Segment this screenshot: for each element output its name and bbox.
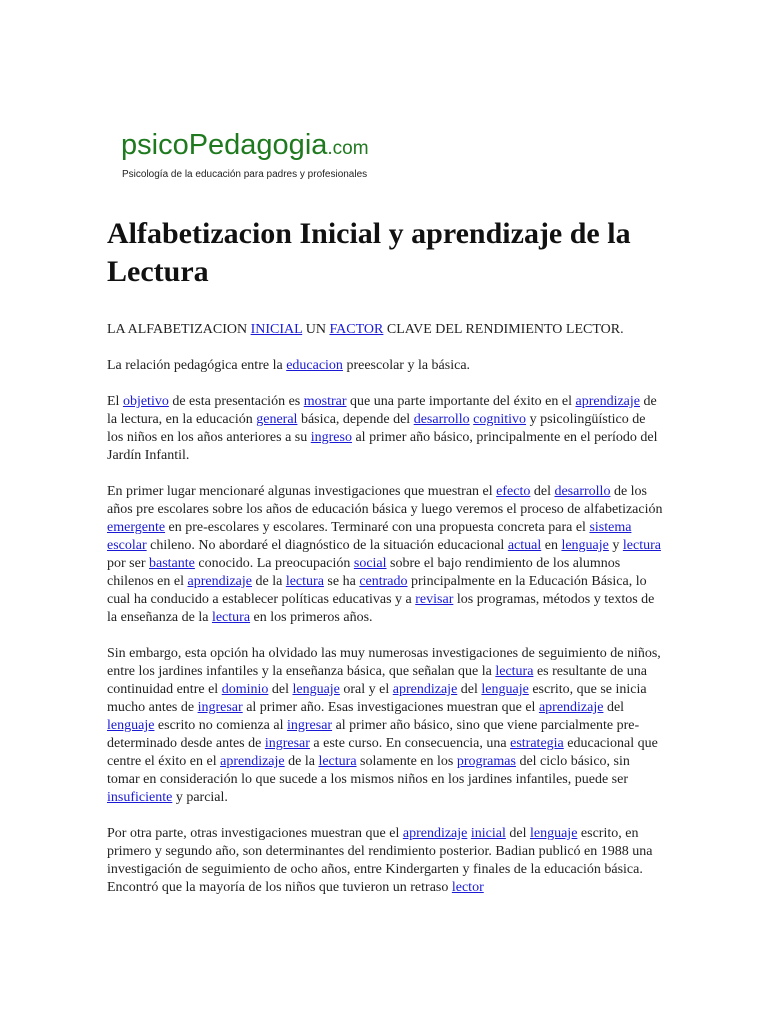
text: CLAVE DEL RENDIMIENTO LECTOR. — [383, 322, 624, 337]
text: al primer año básico, principalmente en el período del Jardín Infantil. — [107, 430, 658, 463]
text: Sin embargo, esta opción ha olvidado las muy numerosas investigaciones de seguimiento de niños, entre los jardines infantiles y la enseñanza básica, que señalan que la — [107, 646, 661, 679]
text: y psicolingüístico de los niños en los años anteriores a su — [107, 412, 646, 445]
keyword-link[interactable]: bastante — [149, 556, 195, 571]
paragraph-2 — [107, 357, 663, 375]
text: sobre el bajo rendimiento de los alumnos chilenos en el — [107, 556, 621, 589]
text: a este curso. En consecuencia, una — [309, 736, 511, 751]
site-header — [121, 128, 369, 180]
keyword-link[interactable]: lectura — [211, 610, 251, 625]
text: escrito, en primero y segundo año, son determinantes del rendimiento posterior. Badian publicó en 1988 una investigación de seguimiento de ocho años, entre Kindergarten y finales de la educación básica. Encontró que la mayoría de los niños que tuvieron un retraso — [107, 826, 653, 895]
keyword-link[interactable]: aprendizaje — [402, 826, 468, 841]
paragraph-4 — [107, 483, 663, 627]
text: conocido. La preocupación — [194, 556, 354, 571]
text: El — [107, 394, 123, 409]
text: En primer lugar mencionaré algunas investigaciones que muestran el — [107, 484, 497, 499]
keyword-link[interactable]: lectura — [495, 664, 534, 679]
text: y — [608, 538, 623, 553]
keyword-link[interactable]: aprendizaje — [187, 574, 252, 589]
keyword-link[interactable]: lenguaje — [292, 682, 340, 697]
keyword-link[interactable]: lector — [451, 880, 484, 895]
keyword-link[interactable]: insuficiente — [107, 790, 173, 805]
text: de la — [284, 754, 319, 769]
text: chileno. No abordaré el diagnóstico de la situación educacional — [146, 538, 508, 553]
keyword-link[interactable]: general — [256, 412, 298, 427]
keyword-link[interactable]: social — [353, 556, 387, 571]
keyword-link[interactable]: ingreso — [310, 430, 352, 445]
text: los programas, métodos y textos de la enseñanza de la — [107, 592, 655, 625]
keyword-link[interactable]: ingresar — [286, 718, 333, 733]
keyword-link[interactable]: lectura — [622, 538, 661, 553]
site-logo[interactable] — [121, 128, 369, 166]
text: de los años pre escolares sobre los años de educación básica y luego veremos el proceso de alfabetización — [107, 484, 663, 517]
keyword-link[interactable]: lenguaje — [561, 538, 609, 553]
text: en pre-escolares y escolares. Terminaré con una propuesta concreta para el — [165, 520, 590, 535]
keyword-link[interactable]: aprendizaje — [220, 754, 285, 769]
text: del — [457, 682, 482, 697]
text: UN — [302, 322, 330, 337]
keyword-link[interactable]: programas — [456, 754, 516, 769]
keyword-link[interactable]: FACTOR — [329, 322, 384, 337]
text: del — [603, 700, 625, 715]
keyword-link[interactable]: estrategia — [510, 736, 564, 751]
text: de la — [252, 574, 286, 589]
keyword-link[interactable]: INICIAL — [250, 322, 303, 337]
text: de la lectura, en la educación — [107, 394, 657, 427]
keyword-link[interactable]: ingresar — [197, 700, 243, 715]
text: LA ALFABETIZACION — [107, 322, 251, 337]
paragraph-5 — [107, 645, 663, 807]
text: se ha — [323, 574, 360, 589]
text: escrito, que se inicia mucho antes de — [107, 682, 647, 715]
text: por ser — [107, 556, 149, 571]
keyword-link[interactable]: desarrollo — [554, 484, 611, 499]
text: Por otra parte, otras investigaciones muestran que el — [107, 826, 403, 841]
keyword-link[interactable]: sistema — [589, 520, 632, 535]
keyword-link[interactable]: aprendizaje — [392, 682, 458, 697]
text: es resultante de una continuidad entre el — [107, 664, 647, 697]
keyword-link[interactable]: cognitivo — [473, 412, 527, 427]
article-body — [107, 321, 663, 915]
text: preescolar y la básica. — [342, 358, 471, 373]
text: en los primeros años. — [250, 610, 373, 625]
text: en — [541, 538, 562, 553]
text: del — [530, 484, 555, 499]
text: oral y el — [339, 682, 393, 697]
keyword-link[interactable]: actual — [507, 538, 542, 553]
text: La relación pedagógica entre la — [107, 358, 287, 373]
text: y parcial. — [172, 790, 228, 805]
logo-main-text: psicoPedagogia — [121, 129, 328, 161]
keyword-link[interactable]: lenguaje — [107, 718, 155, 733]
text: de esta presentación es — [168, 394, 304, 409]
keyword-link[interactable]: lenguaje — [481, 682, 529, 697]
keyword-link[interactable]: aprendizaje — [575, 394, 640, 409]
paragraph-1 — [107, 321, 663, 339]
text: al primer año. Esas investigaciones muestran que el — [242, 700, 539, 715]
text: educacional que centre el éxito en el — [107, 736, 658, 769]
text: principalmente en la Educación Básica, lo cual ha conducido a establecer políticas educativas y a — [107, 574, 647, 607]
keyword-link[interactable]: revisar — [415, 592, 454, 607]
keyword-link[interactable]: lectura — [285, 574, 324, 589]
text: solamente en los — [356, 754, 457, 769]
keyword-link[interactable]: aprendizaje — [538, 700, 604, 715]
site-tagline: Psicología de la educación para padres y profesionales — [122, 169, 368, 180]
text: del — [505, 826, 530, 841]
keyword-link[interactable]: escolar — [107, 538, 147, 553]
article-title: Alfabetizacion Inicial y aprendizaje de la Lectura — [107, 217, 631, 288]
keyword-link[interactable]: lectura — [318, 754, 357, 769]
paragraph-6 — [107, 825, 663, 897]
text: del — [268, 682, 293, 697]
keyword-link[interactable]: objetivo — [122, 394, 169, 409]
paragraph-3 — [107, 393, 663, 465]
text: del ciclo básico, sin tomar en consideración lo que sucede a los mismos niños en los jardines infantiles, puede ser — [107, 754, 630, 787]
keyword-link[interactable]: lenguaje — [529, 826, 578, 841]
keyword-link[interactable]: emergente — [107, 520, 166, 535]
text: al primer año básico, sino que viene parcialmente pre-determinado desde antes de — [107, 718, 640, 751]
logo-tld-text: .com — [327, 138, 369, 159]
keyword-link[interactable]: mostrar — [303, 394, 347, 409]
text: básica, depende del — [297, 412, 414, 427]
keyword-link[interactable]: inicial — [470, 826, 506, 841]
text: escrito no comienza al — [154, 718, 287, 733]
keyword-link[interactable]: ingresar — [264, 736, 310, 751]
keyword-link[interactable]: desarrollo — [413, 412, 470, 427]
keyword-link[interactable]: efecto — [496, 484, 531, 499]
text: que una parte importante del éxito en el — [346, 394, 576, 409]
keyword-link[interactable]: centrado — [359, 574, 408, 589]
keyword-link[interactable]: educacion — [286, 358, 343, 373]
keyword-link[interactable]: dominio — [221, 682, 269, 697]
